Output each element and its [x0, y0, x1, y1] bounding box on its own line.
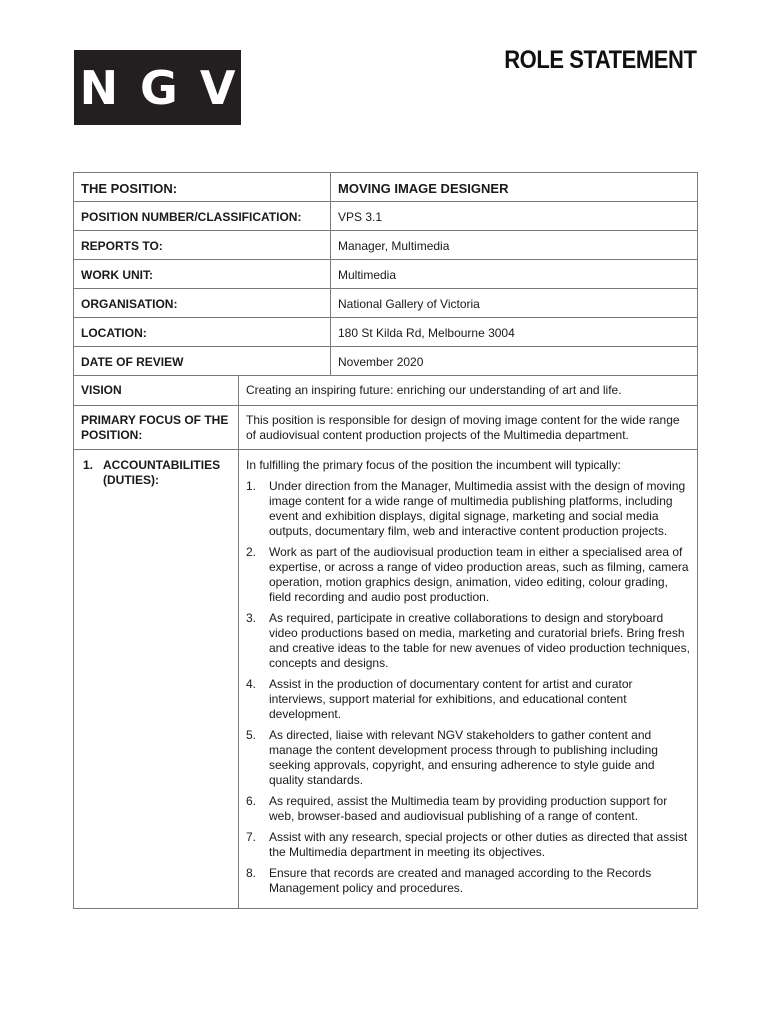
duties-list: [246, 479, 690, 896]
detail-label: LOCATION:: [74, 318, 331, 347]
item-number: 6.: [246, 794, 257, 808]
table-row: [74, 231, 698, 260]
list-item: [246, 794, 690, 824]
detail-value: 180 St Kilda Rd, Melbourne 3004: [331, 318, 698, 347]
section-number: 1.: [83, 458, 94, 472]
list-item: [246, 545, 690, 605]
item-text: Ensure that records are created and managed according to the Records Management policy and procedures.: [269, 866, 652, 895]
detail-value: Manager, Multimedia: [331, 231, 698, 260]
table-row: [74, 450, 698, 909]
item-number: 2.: [246, 545, 257, 559]
item-number: 4.: [246, 677, 257, 691]
vision-label: VISION: [74, 376, 239, 406]
list-item: [246, 830, 690, 860]
item-number: 7.: [246, 830, 257, 844]
detail-label: ORGANISATION:: [74, 289, 331, 318]
accountabilities-label: ACCOUNTABILITIES (DUTIES):: [103, 458, 221, 487]
detail-value: Multimedia: [331, 260, 698, 289]
detail-value: National Gallery of Victoria: [331, 289, 698, 318]
position-label: THE POSITION:: [74, 173, 331, 202]
ngv-logo: [74, 50, 258, 125]
item-text: Under direction from the Manager, Multimedia assist with the design of moving image content for a wide range of multimedia publishing platforms, including event and exhibition displays, digital signage, marketing and social media outputs, documentary film, web and interactive content production projects.: [269, 479, 686, 538]
primary-focus-label: PRIMARY FOCUS OF THE POSITION:: [74, 406, 239, 450]
list-item: [246, 611, 690, 671]
item-number: 8.: [246, 866, 257, 880]
table-row: [74, 173, 698, 202]
position-title: MOVING IMAGE DESIGNER: [331, 173, 698, 202]
list-item: [246, 677, 690, 722]
detail-label: DATE OF REVIEW: [74, 347, 331, 376]
logo-text: NGV: [79, 60, 258, 115]
detail-label: POSITION NUMBER/CLASSIFICATION:: [74, 202, 331, 231]
item-text: As required, participate in creative collaborations to design and storyboard video productions based on media, marketing and curatorial briefs. Bring fresh and creative ideas to the table for new avenues of video production techniques, concepts and designs.: [269, 611, 690, 670]
accountabilities-intro: In fulfilling the primary focus of the position the incumbent will typically:: [246, 458, 621, 472]
table-row: [74, 406, 698, 450]
role-statement-table: [73, 172, 698, 909]
table-row: [74, 289, 698, 318]
list-item: [246, 866, 690, 896]
list-item: [246, 728, 690, 788]
item-text: Work as part of the audiovisual production team in either a specialised area of expertise, or across a range of video production areas, such as filming, camera operation, motion graphics design, animation, video editing, colour grading, field recording and audio post production.: [269, 545, 689, 604]
table-row: [74, 347, 698, 376]
detail-label: REPORTS TO:: [74, 231, 331, 260]
list-item: [246, 479, 690, 539]
table-row: [74, 318, 698, 347]
table-row: [74, 376, 698, 406]
table-row: [74, 202, 698, 231]
item-text: Assist with any research, special projects or other duties as directed that assist the Multimedia department in meeting its objectives.: [269, 830, 688, 859]
document-title: ROLE STATEMENT: [503, 46, 696, 74]
primary-focus-text: This position is responsible for design of moving image content for the wide range of audiovisual content production projects of the Multimedia department.: [239, 406, 698, 450]
item-number: 5.: [246, 728, 257, 742]
detail-value: VPS 3.1: [331, 202, 698, 231]
accountabilities-heading: [81, 458, 231, 488]
table-row: [74, 260, 698, 289]
item-text: As directed, liaise with relevant NGV stakeholders to gather content and manage the content development process through to publishing including seeking approvals, copyright, and ensuring adherence to style guide and quality standards.: [269, 728, 658, 787]
item-number: 3.: [246, 611, 257, 625]
detail-label: WORK UNIT:: [74, 260, 331, 289]
item-text: Assist in the production of documentary content for artist and curator interviews, support material for exhibitions, and educational content development.: [269, 677, 633, 721]
item-text: As required, assist the Multimedia team by providing production support for web, browser-based and audiovisual publishing of a range of content.: [269, 794, 668, 823]
item-number: 1.: [246, 479, 257, 493]
vision-text: Creating an inspiring future: enriching our understanding of art and life.: [239, 376, 698, 406]
detail-value: November 2020: [331, 347, 698, 376]
